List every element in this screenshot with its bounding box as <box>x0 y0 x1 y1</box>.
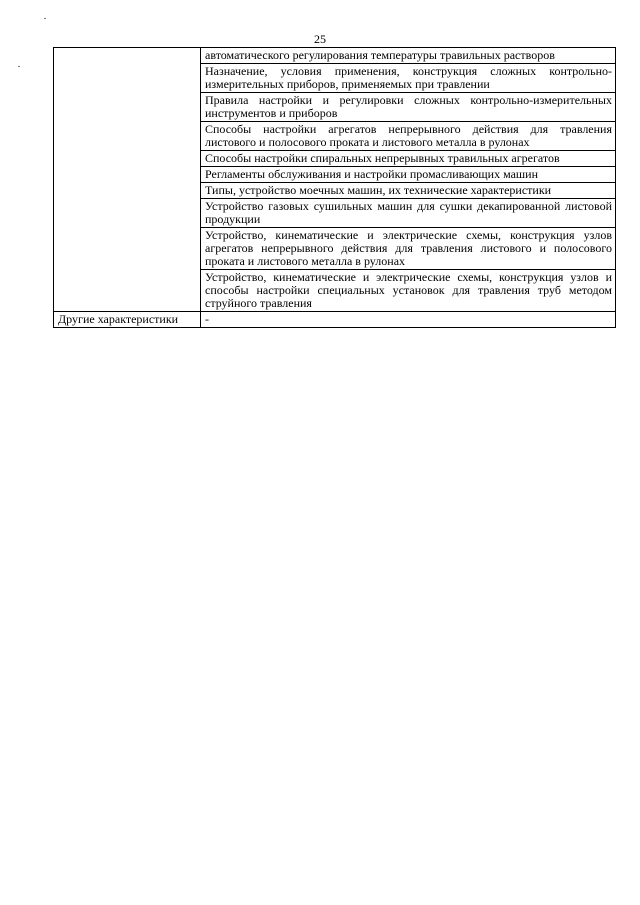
page-number: 25 <box>314 32 326 46</box>
scan-speck <box>44 18 46 19</box>
requirements-table <box>53 47 616 328</box>
table-cell: Назначение, условия применения, конструкция сложных контрольно-измерительных приборов, применяемых при травлении <box>201 64 616 93</box>
table-cell: Устройство газовых сушильных машин для сушки декапированной листовой продукции <box>201 199 616 228</box>
table-row-other-characteristics <box>54 312 616 328</box>
other-characteristics-value: - <box>201 312 616 328</box>
left-column-empty-cell <box>54 48 201 312</box>
table-cell: Устройство, кинематические и электрические схемы, конструкция узлов агрегатов непрерывного действия для травления листового и полосового проката и листового металла в рулонах <box>201 228 616 270</box>
table-cell: Устройство, кинематические и электрические схемы, конструкция узлов и способы настройки специальных установок для травления труб методом струйного травления <box>201 270 616 312</box>
table-cell: Типы, устройство моечных машин, их технические характеристики <box>201 183 616 199</box>
table-cell: Правила настройки и регулировки сложных контрольно-измерительных инструментов и приборов <box>201 93 616 122</box>
table-cell: Регламенты обслуживания и настройки промасливающих машин <box>201 167 616 183</box>
table-cell: Способы настройки спиральных непрерывных травильных агрегатов <box>201 151 616 167</box>
table-row <box>54 48 616 64</box>
scan-speck <box>18 66 20 67</box>
other-characteristics-label: Другие характеристики <box>54 312 201 328</box>
table-cell: автоматического регулирования температуры травильных растворов <box>201 48 616 64</box>
table-cell: Способы настройки агрегатов непрерывного действия для травления листового и полосового проката и листового металла в рулонах <box>201 122 616 151</box>
